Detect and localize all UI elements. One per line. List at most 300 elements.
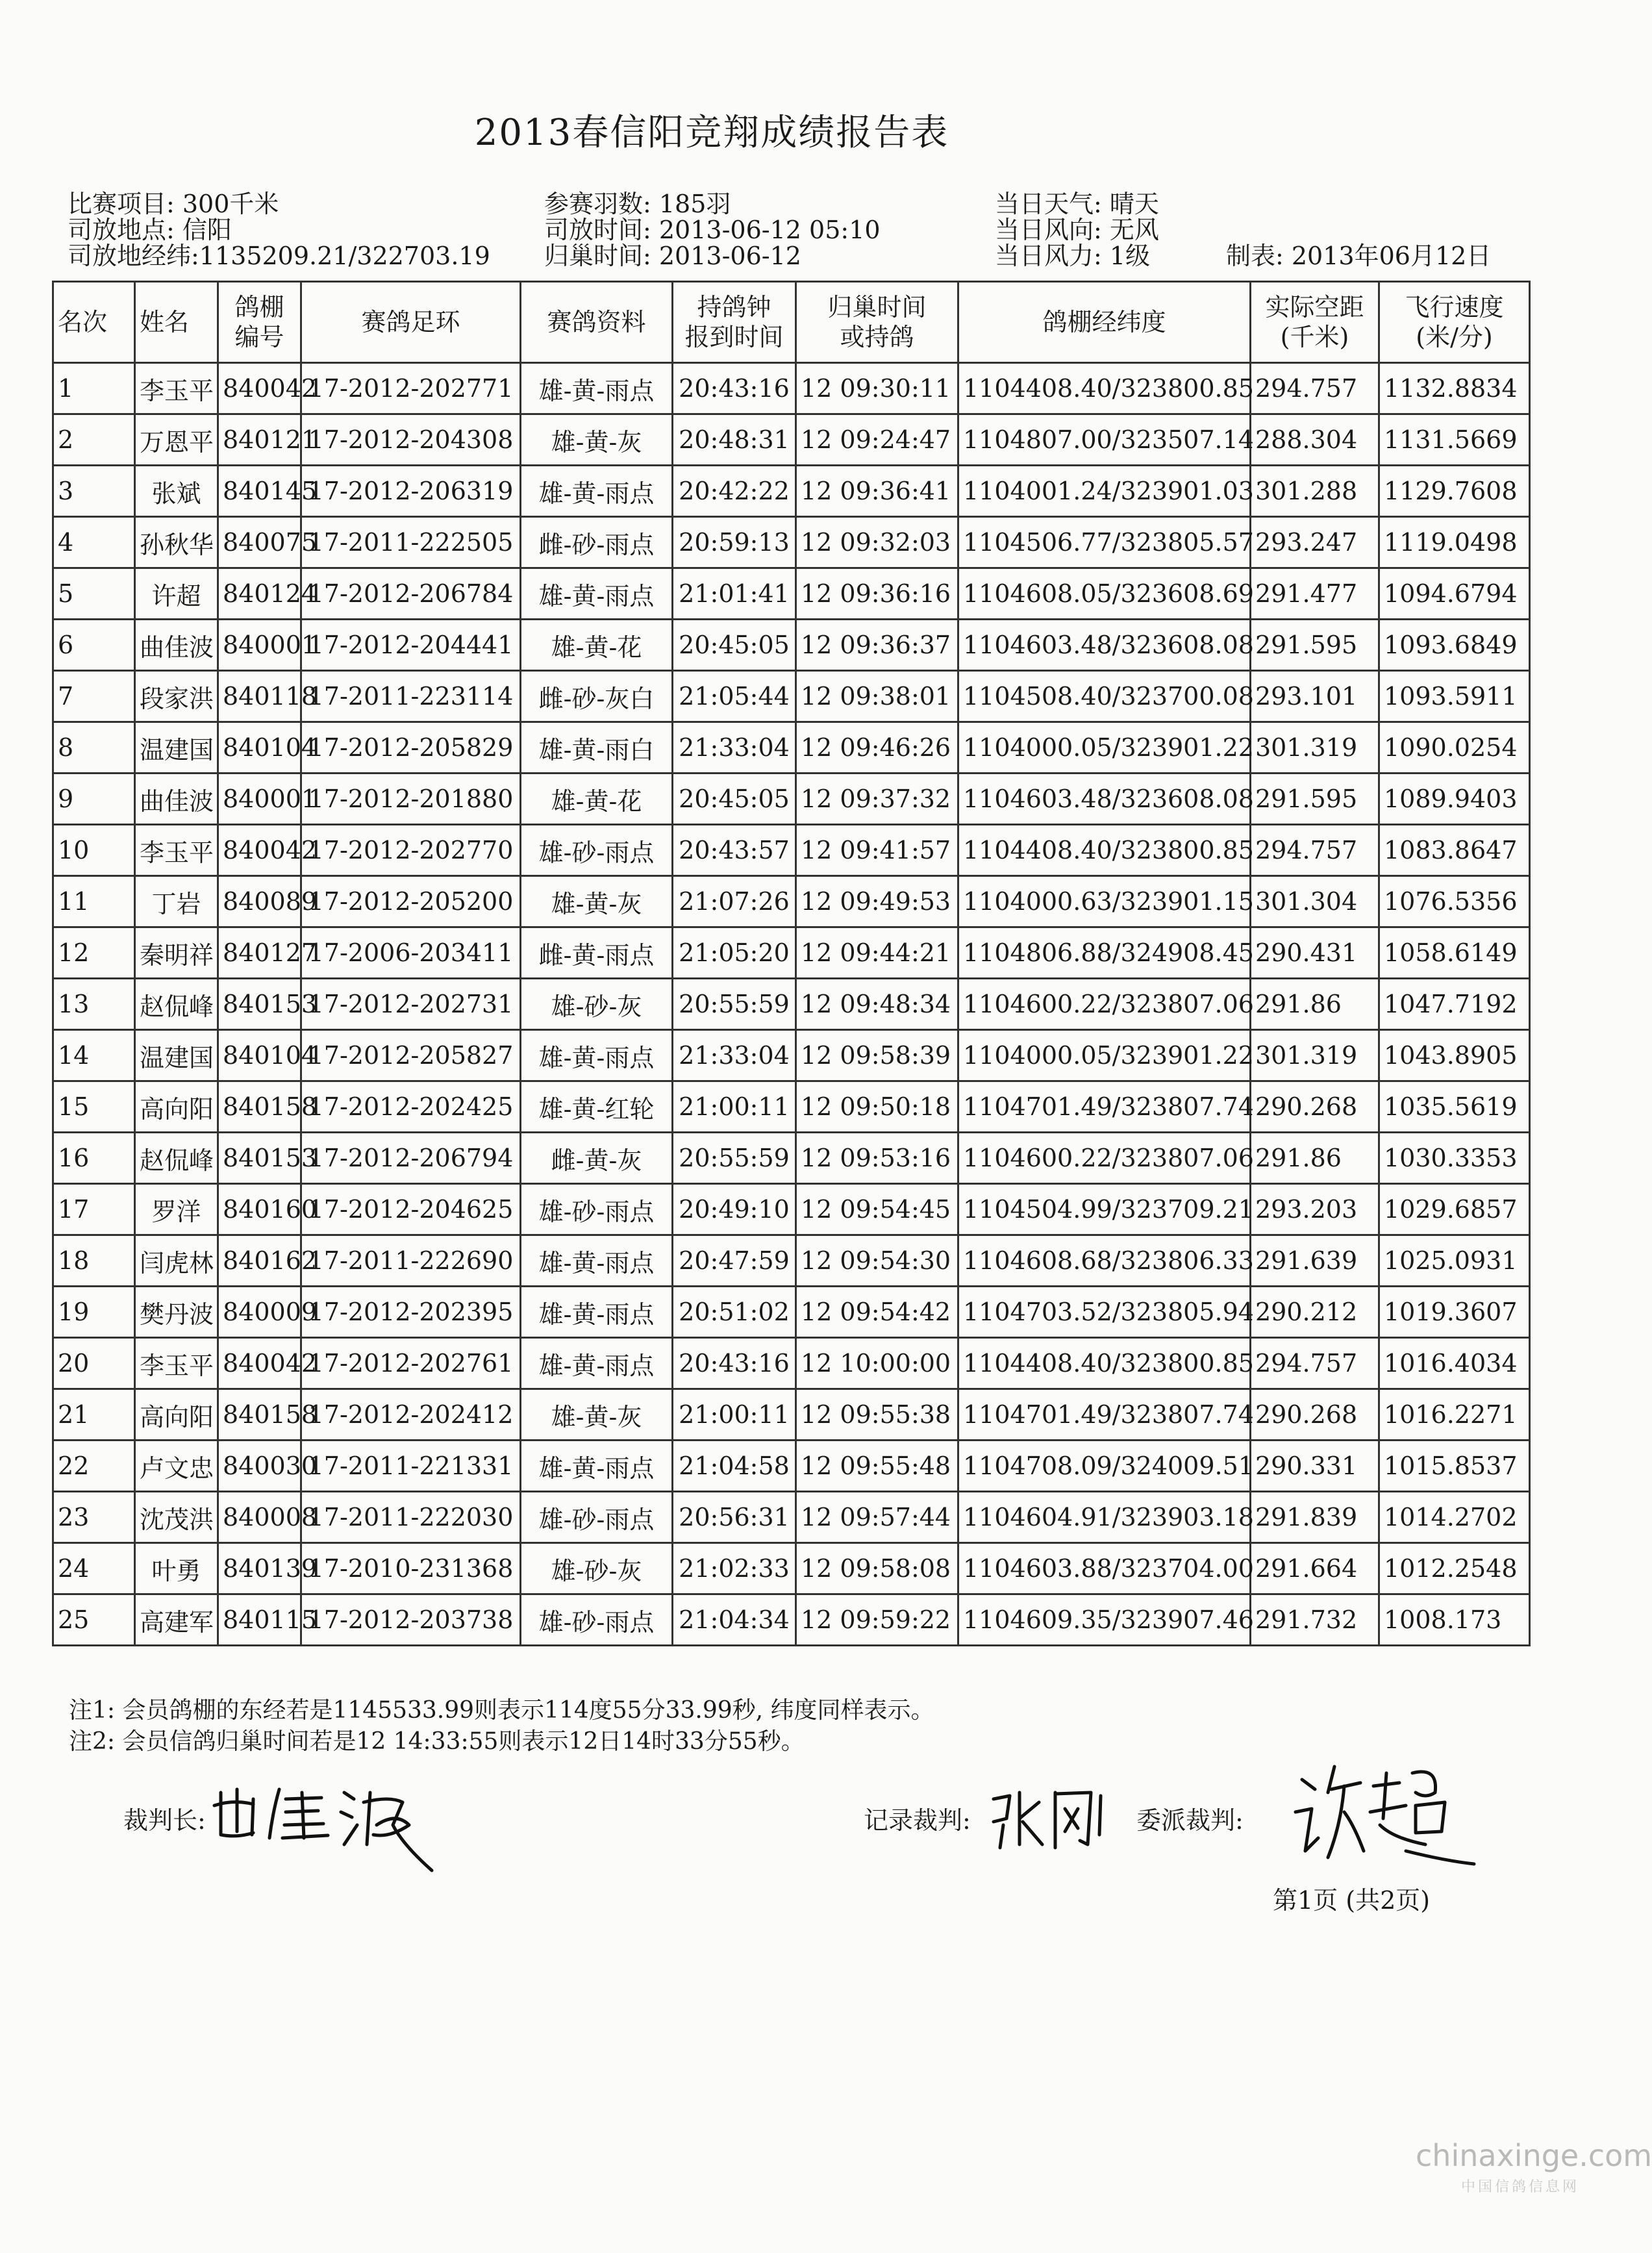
info-release-site: 司放地点: 信阳	[68, 216, 232, 244]
cell-loft-coords: 1104807.00/323507.14	[958, 414, 1251, 466]
info-race-item: 比赛项目: 300千米	[68, 190, 279, 218]
cell-loft-coords: 1104000.63/323901.15	[958, 876, 1251, 927]
cell-bird-info: 雄-黄-雨点	[521, 1235, 673, 1287]
cell-rank: 23	[53, 1492, 135, 1543]
info-col-2	[544, 191, 881, 269]
cell-rank: 21	[53, 1389, 135, 1441]
cell-speed-m-per-min: 1016.2271	[1379, 1389, 1530, 1441]
cell-ring-number: 17-2011-223114	[301, 671, 521, 722]
cell-loft-coords: 1104608.05/323608.69	[958, 568, 1251, 620]
cell-bird-info: 雄-黄-灰	[521, 1389, 673, 1441]
cell-distance-km: 291.639	[1251, 1235, 1379, 1287]
cell-speed-m-per-min: 1089.9403	[1379, 774, 1530, 825]
table-row	[53, 1441, 1530, 1492]
cell-ring-number: 17-2012-204441	[301, 620, 521, 671]
cell-bird-info: 雌-黄-灰	[521, 1133, 673, 1184]
cell-bird-info: 雄-砂-雨点	[521, 825, 673, 876]
table-row	[53, 1389, 1530, 1441]
cell-distance-km: 291.839	[1251, 1492, 1379, 1543]
info-made-date	[1226, 243, 1491, 269]
cell-speed-m-per-min: 1029.6857	[1379, 1184, 1530, 1235]
site-watermark-subtitle: 中国信鸽信息网	[1461, 2179, 1580, 2195]
cell-arrival-time: 12 09:58:39	[796, 1030, 958, 1081]
cell-clock-report-time: 20:49:10	[673, 1184, 796, 1235]
cell-name: 罗洋	[135, 1184, 218, 1235]
cell-loft-coords: 1104508.40/323700.08	[958, 671, 1251, 722]
cell-rank: 15	[53, 1081, 135, 1133]
cell-loft-coords: 1104603.88/323704.00	[958, 1543, 1251, 1594]
table-row	[53, 466, 1530, 517]
cell-speed-m-per-min: 1035.5619	[1379, 1081, 1530, 1133]
table-row	[53, 1133, 1530, 1184]
cell-bird-info: 雌-砂-灰白	[521, 671, 673, 722]
cell-loft-coords: 1104603.48/323608.08	[958, 774, 1251, 825]
cell-loft-id: 840115	[218, 1594, 301, 1646]
cell-clock-report-time: 20:56:31	[673, 1492, 796, 1543]
cell-distance-km: 290.268	[1251, 1389, 1379, 1441]
table-row	[53, 414, 1530, 466]
cell-ring-number: 17-2010-231368	[301, 1543, 521, 1594]
cell-loft-id: 840153	[218, 979, 301, 1030]
cell-ring-number: 17-2012-202761	[301, 1338, 521, 1389]
cell-distance-km: 293.247	[1251, 517, 1379, 568]
cell-arrival-time: 12 09:50:18	[796, 1081, 958, 1133]
cell-arrival-time: 12 09:55:38	[796, 1389, 958, 1441]
cell-loft-coords: 1104603.48/323608.08	[958, 620, 1251, 671]
cell-arrival-time: 12 09:41:57	[796, 825, 958, 876]
cell-rank: 4	[53, 517, 135, 568]
cell-speed-m-per-min: 1058.6149	[1379, 927, 1530, 979]
cell-arrival-time: 12 10:00:00	[796, 1338, 958, 1389]
cell-name: 高向阳	[135, 1389, 218, 1441]
header-arrival-time: 归巢时间 或持鸽	[796, 282, 958, 363]
cell-loft-coords: 1104000.05/323901.22	[958, 722, 1251, 774]
cell-rank: 13	[53, 979, 135, 1030]
cell-distance-km: 301.319	[1251, 1030, 1379, 1081]
cell-loft-coords: 1104408.40/323800.85	[958, 825, 1251, 876]
cell-rank: 25	[53, 1594, 135, 1646]
table-row	[53, 1184, 1530, 1235]
cell-distance-km: 291.664	[1251, 1543, 1379, 1594]
chief-judge-signature	[208, 1773, 494, 1883]
cell-clock-report-time: 21:04:58	[673, 1441, 796, 1492]
cell-name: 高建军	[135, 1594, 218, 1646]
cell-distance-km: 294.757	[1251, 1338, 1379, 1389]
cell-loft-coords: 1104504.99/323709.21	[958, 1184, 1251, 1235]
cell-loft-coords: 1104408.40/323800.85	[958, 363, 1251, 414]
cell-name: 秦明祥	[135, 927, 218, 979]
cell-name: 卢文忠	[135, 1441, 218, 1492]
header-name: 姓名	[135, 282, 218, 363]
cell-clock-report-time: 21:33:04	[673, 722, 796, 774]
cell-clock-report-time: 20:42:22	[673, 466, 796, 517]
cell-arrival-time: 12 09:49:53	[796, 876, 958, 927]
cell-rank: 14	[53, 1030, 135, 1081]
table-row	[53, 517, 1530, 568]
cell-clock-report-time: 21:02:33	[673, 1543, 796, 1594]
cell-arrival-time: 12 09:44:21	[796, 927, 958, 979]
cell-loft-coords: 1104604.91/323903.18	[958, 1492, 1251, 1543]
cell-clock-report-time: 21:05:20	[673, 927, 796, 979]
cell-rank: 18	[53, 1235, 135, 1287]
cell-clock-report-time: 20:47:59	[673, 1235, 796, 1287]
table-row	[53, 979, 1530, 1030]
cell-loft-coords: 1104600.22/323807.06	[958, 979, 1251, 1030]
cell-rank: 11	[53, 876, 135, 927]
cell-bird-info: 雌-砂-雨点	[521, 517, 673, 568]
note-2: 注2: 会员信鸽归巢时间若是12 14:33:55则表示12日14时33分55秒。	[69, 1728, 805, 1755]
cell-name: 温建国	[135, 1030, 218, 1081]
cell-ring-number: 17-2012-206319	[301, 466, 521, 517]
table-row	[53, 1030, 1530, 1081]
cell-rank: 8	[53, 722, 135, 774]
cell-ring-number: 17-2012-206794	[301, 1133, 521, 1184]
cell-name: 叶勇	[135, 1543, 218, 1594]
recorder-judge-label: 记录裁判:	[864, 1806, 971, 1835]
cell-rank: 12	[53, 927, 135, 979]
cell-clock-report-time: 21:00:11	[673, 1081, 796, 1133]
cell-bird-info: 雄-砂-灰	[521, 1543, 673, 1594]
cell-bird-info: 雄-黄-花	[521, 620, 673, 671]
cell-bird-info: 雄-砂-灰	[521, 979, 673, 1030]
cell-ring-number: 17-2012-205827	[301, 1030, 521, 1081]
table-row	[53, 825, 1530, 876]
cell-loft-id: 840089	[218, 876, 301, 927]
cell-distance-km: 290.331	[1251, 1441, 1379, 1492]
cell-loft-coords: 1104701.49/323807.74	[958, 1081, 1251, 1133]
cell-distance-km: 291.86	[1251, 1133, 1379, 1184]
cell-rank: 20	[53, 1338, 135, 1389]
cell-loft-id: 840153	[218, 1133, 301, 1184]
cell-bird-info: 雄-黄-雨白	[521, 722, 673, 774]
cell-rank: 7	[53, 671, 135, 722]
cell-arrival-time: 12 09:54:45	[796, 1184, 958, 1235]
cell-speed-m-per-min: 1119.0498	[1379, 517, 1530, 568]
cell-clock-report-time: 21:05:44	[673, 671, 796, 722]
cell-loft-id: 840001	[218, 620, 301, 671]
cell-ring-number: 17-2012-202771	[301, 363, 521, 414]
cell-loft-coords: 1104600.22/323807.06	[958, 1133, 1251, 1184]
cell-speed-m-per-min: 1047.7192	[1379, 979, 1530, 1030]
cell-loft-id: 840104	[218, 1030, 301, 1081]
info-entries: 参赛羽数: 185羽	[544, 190, 731, 218]
header-ring-number: 赛鸽足环	[301, 282, 521, 363]
cell-loft-coords: 1104000.05/323901.22	[958, 1030, 1251, 1081]
made-date-text: 制表: 2013年06月12日	[1226, 242, 1492, 270]
cell-ring-number: 17-2006-203411	[301, 927, 521, 979]
cell-name: 樊丹波	[135, 1287, 218, 1338]
cell-clock-report-time: 21:07:26	[673, 876, 796, 927]
cell-name: 李玉平	[135, 363, 218, 414]
cell-ring-number: 17-2011-221331	[301, 1441, 521, 1492]
cell-loft-coords: 1104609.35/323907.46	[958, 1594, 1251, 1646]
cell-rank: 24	[53, 1543, 135, 1594]
cell-name: 曲佳波	[135, 774, 218, 825]
cell-rank: 6	[53, 620, 135, 671]
cell-bird-info: 雄-黄-雨点	[521, 1441, 673, 1492]
cell-speed-m-per-min: 1093.5911	[1379, 671, 1530, 722]
cell-bird-info: 雄-黄-雨点	[521, 1287, 673, 1338]
cell-distance-km: 293.203	[1251, 1184, 1379, 1235]
cell-loft-id: 840075	[218, 517, 301, 568]
chief-judge-label: 裁判长:	[123, 1806, 206, 1835]
cell-arrival-time: 12 09:30:11	[796, 363, 958, 414]
cell-speed-m-per-min: 1014.2702	[1379, 1492, 1530, 1543]
cell-name: 赵侃峰	[135, 979, 218, 1030]
cell-name: 沈茂洪	[135, 1492, 218, 1543]
table-row	[53, 363, 1530, 414]
cell-ring-number: 17-2012-206784	[301, 568, 521, 620]
cell-name: 丁岩	[135, 876, 218, 927]
cell-rank: 2	[53, 414, 135, 466]
cell-name: 曲佳波	[135, 620, 218, 671]
cell-clock-report-time: 20:43:16	[673, 1338, 796, 1389]
cell-bird-info: 雄-黄-雨点	[521, 568, 673, 620]
cell-speed-m-per-min: 1131.5669	[1379, 414, 1530, 466]
cell-clock-report-time: 20:55:59	[673, 979, 796, 1030]
cell-arrival-time: 12 09:54:42	[796, 1287, 958, 1338]
page-title: 2013春信阳竞翔成绩报告表	[474, 112, 949, 154]
table-row	[53, 1081, 1530, 1133]
cell-bird-info: 雄-黄-雨点	[521, 466, 673, 517]
cell-arrival-time: 12 09:57:44	[796, 1492, 958, 1543]
cell-distance-km: 290.268	[1251, 1081, 1379, 1133]
cell-distance-km: 294.757	[1251, 363, 1379, 414]
cell-bird-info: 雄-黄-雨点	[521, 363, 673, 414]
cell-rank: 17	[53, 1184, 135, 1235]
cell-arrival-time: 12 09:37:32	[796, 774, 958, 825]
cell-name: 孙秋华	[135, 517, 218, 568]
cell-bird-info: 雄-黄-灰	[521, 876, 673, 927]
table-row	[53, 568, 1530, 620]
results-table	[52, 281, 1531, 1646]
cell-loft-id: 840008	[218, 1492, 301, 1543]
cell-clock-report-time: 20:55:59	[673, 1133, 796, 1184]
cell-rank: 5	[53, 568, 135, 620]
cell-speed-m-per-min: 1012.2548	[1379, 1543, 1530, 1594]
cell-loft-id: 840121	[218, 414, 301, 466]
info-wind-force: 当日风力: 1级	[995, 242, 1151, 270]
cell-ring-number: 17-2012-204625	[301, 1184, 521, 1235]
table-row	[53, 722, 1530, 774]
cell-clock-report-time: 21:33:04	[673, 1030, 796, 1081]
cell-speed-m-per-min: 1090.0254	[1379, 722, 1530, 774]
cell-distance-km: 291.477	[1251, 568, 1379, 620]
cell-arrival-time: 12 09:55:48	[796, 1441, 958, 1492]
cell-arrival-time: 12 09:36:37	[796, 620, 958, 671]
cell-bird-info: 雄-砂-雨点	[521, 1594, 673, 1646]
cell-distance-km: 301.288	[1251, 466, 1379, 517]
cell-bird-info: 雄-黄-花	[521, 774, 673, 825]
cell-arrival-time: 12 09:36:41	[796, 466, 958, 517]
table-row	[53, 774, 1530, 825]
cell-arrival-time: 12 09:24:47	[796, 414, 958, 466]
cell-loft-id: 840104	[218, 722, 301, 774]
cell-ring-number: 17-2012-205829	[301, 722, 521, 774]
table-row	[53, 927, 1530, 979]
cell-clock-report-time: 20:51:02	[673, 1287, 796, 1338]
cell-speed-m-per-min: 1083.8647	[1379, 825, 1530, 876]
cell-loft-id: 840160	[218, 1184, 301, 1235]
table-row	[53, 876, 1530, 927]
cell-name: 李玉平	[135, 1338, 218, 1389]
cell-name: 张斌	[135, 466, 218, 517]
cell-ring-number: 17-2011-222690	[301, 1235, 521, 1287]
info-col-3	[995, 191, 1159, 269]
cell-distance-km: 291.86	[1251, 979, 1379, 1030]
cell-rank: 16	[53, 1133, 135, 1184]
cell-clock-report-time: 21:04:34	[673, 1594, 796, 1646]
cell-loft-id: 840009	[218, 1287, 301, 1338]
info-release-coords: 司放地经纬:1135209.21/322703.19	[68, 242, 490, 270]
cell-distance-km: 294.757	[1251, 825, 1379, 876]
cell-loft-id: 840001	[218, 774, 301, 825]
header-rank: 名次	[53, 282, 135, 363]
cell-speed-m-per-min: 1132.8834	[1379, 363, 1530, 414]
cell-arrival-time: 12 09:38:01	[796, 671, 958, 722]
cell-loft-coords: 1104001.24/323901.03	[958, 466, 1251, 517]
table-row	[53, 1543, 1530, 1594]
cell-rank: 1	[53, 363, 135, 414]
note-1: 注1: 会员鸽棚的东经若是1145533.99则表示114度55分33.99秒, 纬度同样表示。	[69, 1697, 934, 1724]
cell-clock-report-time: 20:48:31	[673, 414, 796, 466]
info-col-1	[68, 191, 490, 269]
cell-ring-number: 17-2012-204308	[301, 414, 521, 466]
cell-loft-id: 840042	[218, 825, 301, 876]
delegate-judge-signature	[1289, 1754, 1484, 1883]
cell-loft-id: 840042	[218, 363, 301, 414]
cell-arrival-time: 12 09:48:34	[796, 979, 958, 1030]
cell-loft-id: 840124	[218, 568, 301, 620]
cell-loft-coords: 1104608.68/323806.33	[958, 1235, 1251, 1287]
header-speed-m-per-min: 飞行速度 (米/分)	[1379, 282, 1530, 363]
cell-loft-coords: 1104703.52/323805.94	[958, 1287, 1251, 1338]
cell-bird-info: 雌-黄-雨点	[521, 927, 673, 979]
cell-name: 高向阳	[135, 1081, 218, 1133]
table-row	[53, 620, 1530, 671]
cell-clock-report-time: 20:45:05	[673, 774, 796, 825]
cell-loft-id: 840042	[218, 1338, 301, 1389]
cell-speed-m-per-min: 1030.3353	[1379, 1133, 1530, 1184]
header-loft-coords: 鸽棚经纬度	[958, 282, 1251, 363]
cell-name: 段家洪	[135, 671, 218, 722]
table-row	[53, 1235, 1530, 1287]
cell-loft-id: 840162	[218, 1235, 301, 1287]
cell-speed-m-per-min: 1129.7608	[1379, 466, 1530, 517]
cell-rank: 22	[53, 1441, 135, 1492]
cell-speed-m-per-min: 1094.6794	[1379, 568, 1530, 620]
cell-speed-m-per-min: 1043.8905	[1379, 1030, 1530, 1081]
cell-loft-id: 840139	[218, 1543, 301, 1594]
cell-speed-m-per-min: 1025.0931	[1379, 1235, 1530, 1287]
cell-speed-m-per-min: 1008.173	[1379, 1594, 1530, 1646]
info-release-time: 司放时间: 2013-06-12 05:10	[544, 216, 881, 244]
cell-rank: 10	[53, 825, 135, 876]
cell-loft-coords: 1104506.77/323805.57	[958, 517, 1251, 568]
cell-clock-report-time: 21:00:11	[673, 1389, 796, 1441]
cell-name: 万恩平	[135, 414, 218, 466]
results-body	[53, 363, 1530, 1646]
cell-distance-km: 291.595	[1251, 774, 1379, 825]
info-return-date: 归巢时间: 2013-06-12	[544, 242, 801, 270]
cell-bird-info: 雄-黄-雨点	[521, 1030, 673, 1081]
cell-arrival-time: 12 09:46:26	[796, 722, 958, 774]
cell-clock-report-time: 20:59:13	[673, 517, 796, 568]
page-number: 第1页 (共2页)	[1273, 1886, 1431, 1915]
cell-clock-report-time: 20:43:16	[673, 363, 796, 414]
cell-name: 许超	[135, 568, 218, 620]
header-row	[53, 282, 1530, 363]
cell-rank: 3	[53, 466, 135, 517]
cell-loft-id: 840158	[218, 1389, 301, 1441]
table-row	[53, 1594, 1530, 1646]
table-row	[53, 671, 1530, 722]
cell-bird-info: 雄-黄-雨点	[521, 1338, 673, 1389]
header-loft-id: 鸽棚 编号	[218, 282, 301, 363]
cell-distance-km: 290.431	[1251, 927, 1379, 979]
cell-arrival-time: 12 09:58:08	[796, 1543, 958, 1594]
cell-ring-number: 17-2012-202412	[301, 1389, 521, 1441]
site-watermark: chinaxinge.com	[1416, 2138, 1652, 2173]
info-weather: 当日天气: 晴天	[995, 190, 1159, 218]
cell-loft-coords: 1104708.09/324009.51	[958, 1441, 1251, 1492]
cell-loft-id: 840118	[218, 671, 301, 722]
cell-ring-number: 17-2012-202425	[301, 1081, 521, 1133]
cell-loft-id: 840127	[218, 927, 301, 979]
cell-loft-coords: 1104408.40/323800.85	[958, 1338, 1251, 1389]
notes	[69, 1695, 934, 1757]
cell-bird-info: 雄-黄-灰	[521, 414, 673, 466]
cell-loft-id: 840145	[218, 466, 301, 517]
cell-ring-number: 17-2012-203738	[301, 1594, 521, 1646]
cell-bird-info: 雄-砂-雨点	[521, 1184, 673, 1235]
cell-clock-report-time: 20:45:05	[673, 620, 796, 671]
cell-bird-info: 雄-砂-雨点	[521, 1492, 673, 1543]
cell-distance-km: 290.212	[1251, 1287, 1379, 1338]
cell-loft-id: 840158	[218, 1081, 301, 1133]
cell-speed-m-per-min: 1015.8537	[1379, 1441, 1530, 1492]
cell-loft-coords: 1104701.49/323807.74	[958, 1389, 1251, 1441]
cell-ring-number: 17-2012-202731	[301, 979, 521, 1030]
cell-ring-number: 17-2011-222030	[301, 1492, 521, 1543]
cell-name: 李玉平	[135, 825, 218, 876]
table-row	[53, 1287, 1530, 1338]
cell-distance-km: 301.319	[1251, 722, 1379, 774]
cell-arrival-time: 12 09:36:16	[796, 568, 958, 620]
cell-clock-report-time: 20:43:57	[673, 825, 796, 876]
header-clock-report-time: 持鸽钟 报到时间	[673, 282, 796, 363]
cell-rank: 19	[53, 1287, 135, 1338]
cell-bird-info: 雄-黄-红轮	[521, 1081, 673, 1133]
cell-distance-km: 301.304	[1251, 876, 1379, 927]
cell-ring-number: 17-2012-202770	[301, 825, 521, 876]
cell-rank: 9	[53, 774, 135, 825]
cell-ring-number: 17-2012-201880	[301, 774, 521, 825]
cell-distance-km: 291.595	[1251, 620, 1379, 671]
cell-loft-id: 840030	[218, 1441, 301, 1492]
cell-distance-km: 291.732	[1251, 1594, 1379, 1646]
table-row	[53, 1492, 1530, 1543]
cell-ring-number: 17-2012-205200	[301, 876, 521, 927]
cell-loft-coords: 1104806.88/324908.45	[958, 927, 1251, 979]
header-distance-km: 实际空距 (千米)	[1251, 282, 1379, 363]
recorder-judge-signature	[984, 1773, 1114, 1857]
cell-arrival-time: 12 09:54:30	[796, 1235, 958, 1287]
cell-name: 温建国	[135, 722, 218, 774]
cell-distance-km: 288.304	[1251, 414, 1379, 466]
cell-speed-m-per-min: 1019.3607	[1379, 1287, 1530, 1338]
cell-clock-report-time: 21:01:41	[673, 568, 796, 620]
